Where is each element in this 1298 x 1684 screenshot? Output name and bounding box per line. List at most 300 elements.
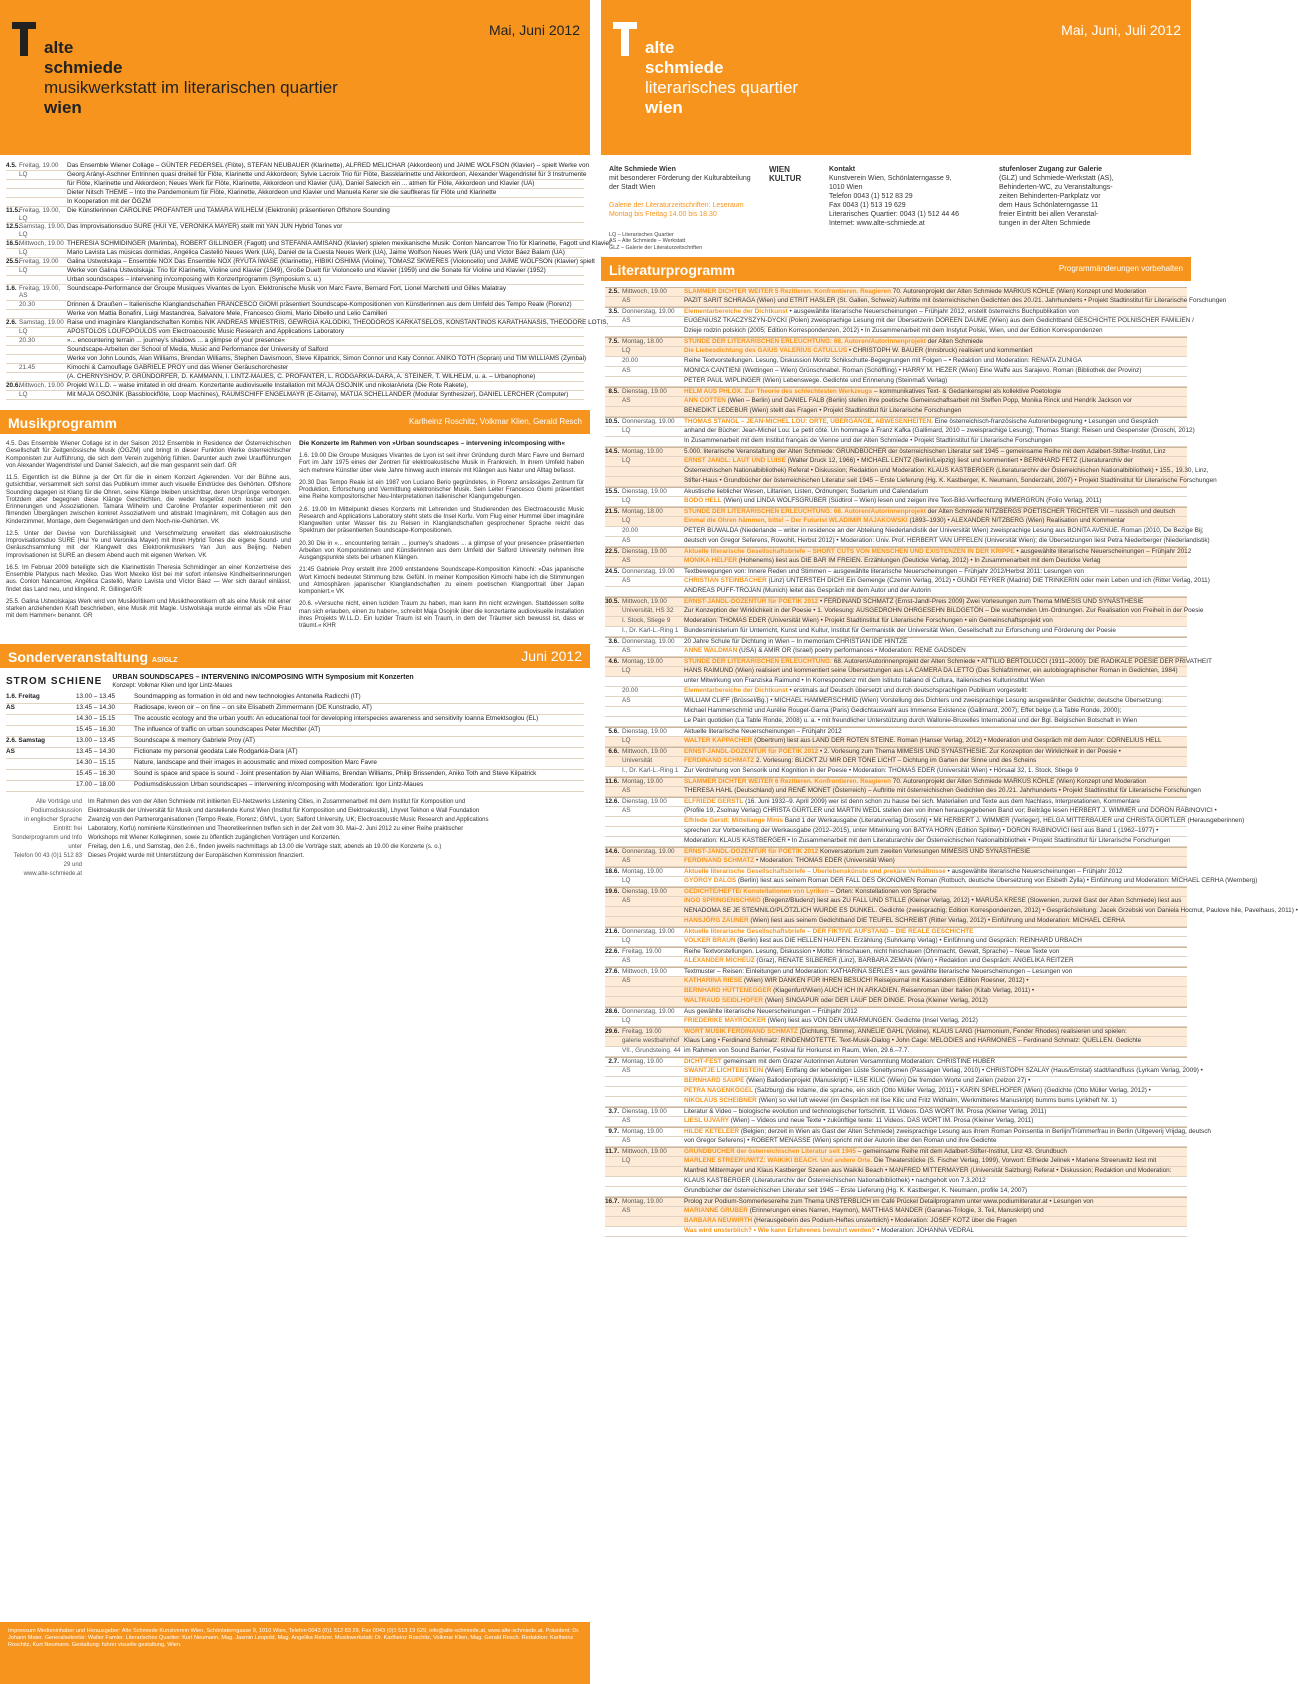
lit-time: AS <box>622 1137 631 1145</box>
schedule-text: Die Künstlerinnen CAROLINE PROFANTER und TAMARA WILHELM (Elektronik) präsentieren Offshore Sounding <box>67 207 390 214</box>
lit-date <box>605 347 622 356</box>
info-line: freier Eintritt bei allen Veranstal- <box>999 211 1099 218</box>
schedule-row <box>6 319 609 328</box>
lit-highlight: MARIANNE GRUBER <box>684 1207 748 1215</box>
lit-details: Grundbücher der österreichischen Literatur seit 1945 – Erste Lieferung (Hg. K. Kastberger, K. Neumann, profile 14, 2007) <box>684 1187 1028 1195</box>
lit-row <box>605 1087 1187 1097</box>
lit-details: (Erinnerungen eines Narren, Haymon), MATTHIAS MANDER (Garanas-Trilogie, 3. Teil, Manuskript) und <box>747 1207 1044 1215</box>
lit-date: 11.7. <box>605 1148 619 1156</box>
symposium-day <box>6 781 76 791</box>
lit-details: (Berlin) liest aus DIE HELLEN HAUFEN. Erzählung (Suhrkamp Verlag) • Einführung und Gespräch: REINHARD URBACH <box>735 937 1082 945</box>
lit-details: Klaus Lang • Ferdinand Schmatz: RINDENMOTETTE. Text-Musik-Dialog • John Cage: MELODIES and HARMONIES – Ferdinand Schmatz: QUELLEN. Gedichte <box>684 1037 1142 1045</box>
lit-details: Prolog zur Podium-Sommerlesereihe zum Thema UNSTERBLICH im Café Prückel Detailprogramm unter www.podiumliteratur.at • Lesungen von <box>684 1198 1094 1206</box>
lit-row <box>605 807 1217 817</box>
lit-date <box>605 957 622 966</box>
lit-time: Montag, 19.00 <box>622 448 663 456</box>
lit-details: (Wien – Berlin) und DANIEL FALB (Berlin) stellen ihre poetische Gemeinschaftsarbeit mit Steffen Popp, Monika Rinck und Hendrik Jackson vor <box>725 397 1132 405</box>
schedule-text: Raise und imaginäre Klanglandschaften Kombis NIK ANDREAS MNIESTRIS, GEWRGIA KALODIKI, THEODOROS KARKATSELOS, KONSTANTINOS KARATHANASIS, THEODORE LOTIS, <box>67 319 609 327</box>
lit-text <box>684 638 1187 646</box>
lit-row <box>605 367 1187 377</box>
lit-text <box>684 457 1187 466</box>
lit-row <box>605 537 1210 547</box>
lit-highlight: SWANTJE LICHTENSTEIN <box>684 1067 764 1075</box>
lit-details: (Wien) WIR DANKEN FÜR IHREN BESUCH! Reisejournal mit Kassandern (Edition Roesner, 2012) • <box>742 977 1029 985</box>
schedule-date: 16.5. <box>6 239 21 247</box>
lit-date <box>605 477 622 486</box>
lit-highlight: Was wird unsterblich? • Wie kann Erfahrenes bewahrt werden? <box>684 1227 876 1235</box>
right-header <box>601 0 1191 155</box>
lit-text <box>684 948 1187 956</box>
lit-row <box>605 397 1187 407</box>
lit-details: Bundesministerium für Unterricht, Kunst und Kultur, Institut für Germanistik der Universität Wien, Gesellschaft zur Erforschung und Förderung der Poesie <box>684 627 1116 635</box>
lit-row <box>605 1027 1187 1037</box>
symposium-row <box>6 759 584 770</box>
lit-time <box>622 1177 684 1186</box>
lit-text <box>684 617 1187 626</box>
lit-date <box>605 1137 622 1146</box>
lit-text <box>684 937 1187 946</box>
lit-date <box>605 737 622 746</box>
lit-date <box>605 1017 622 1026</box>
lit-time: Mittwoch, 19.00 <box>622 748 667 756</box>
lit-time: Mittwoch, 19.00 <box>622 1148 667 1156</box>
symposium-time: 14.30 – 15.15 <box>76 714 116 722</box>
lit-row <box>605 477 1217 487</box>
lit-date <box>605 517 622 526</box>
lit-time: Donnerstag, 19.00 <box>622 568 675 576</box>
lit-time <box>622 1227 684 1236</box>
lit-row <box>605 1057 1187 1067</box>
musik-paragraph: 12.5. Unter der Devise von Durchlässigkeit und Verschmelzung erweitert das elektroakustische Improvisationsduo SURE (Hui Ye und Veronika Mayer) mit ihren Hybrid Tones die eigene Sound- und Geräuschsammlung mit der Klangwelt des Elektronikmusikers Yan Jun aus Beijing. Neben Improvisationen ist SURE an diesem Abend auch mit eigenen Werken. VK <box>6 529 291 559</box>
lit-details: der Alten Schmiede NITZBERGS POETISCHER TRICHTER VII – russisch und deutsch <box>925 508 1176 516</box>
lit-highlight: DICHT-FEST <box>684 1058 722 1066</box>
lit-highlight: MARLENE STREERUWITZ: WAIKIKI BEACH. Und andere Orte. <box>684 1157 873 1165</box>
lit-details: 5.000. literarische Veranstaltung der Alten Schmiede: GRUNDBÜCHER der österreichischen Literatur seit 1945 – gemeinsame Reihe mit dem Adalbert-Stifter-Institut, Linz <box>684 448 1166 456</box>
lit-row <box>605 1167 1187 1177</box>
schedule-date: 1.6. <box>6 284 17 292</box>
lit-details: (Wien) und LINDA WOLFSGRUBER (Südtirol – Wien) lesen und zeigen ihre Text-Bild-Verflechtung IMMERGRÜN (Folio Verlag, 2011) <box>721 497 1102 505</box>
lit-highlight: HILDE KETELEER <box>684 1128 740 1136</box>
lit-time: Donnerstag, 19.00 <box>622 1008 675 1016</box>
lit-row <box>605 687 1187 697</box>
symposium-time: 17.00 – 18.00 <box>76 780 116 788</box>
schedule-text: Mit MAJA OSOJNIK (Bassblockflöte, Loop Machines), RAUMSCHIFF ENGELMAYR (E-Gitarre), MATIJA SCHELLANDER (Modular Synthesizer), DANIEL LERCHER (Computer) <box>67 391 569 399</box>
lit-text <box>684 1067 1203 1076</box>
lit-details: (Profile 19, Zsolnay Verlag) CHRISTA GÜRTLER und MARTIN WEDL stellen den von ihnen herausgegebenen Band vor; Beiträge lesen HERBERT J. WIMMER und DORON RABINOVICI • <box>684 807 1217 815</box>
logo-line-1: alte <box>44 38 74 57</box>
note-right-line: Freitag, den 1.6., und Samstag, den 2.6., finden jeweils nachmittags ab 13.00 die Vorträge statt, abends ab 19.00 die Konzerte (s. o.) <box>88 843 442 850</box>
lit-row <box>605 1157 1187 1167</box>
lit-text <box>684 1097 1187 1106</box>
lit-row <box>605 567 1187 577</box>
literature-schedule <box>601 287 1298 1237</box>
info-line: 1010 Wien <box>829 184 863 191</box>
lit-date <box>605 437 622 446</box>
lit-time: I., Dr. Karl-L.-Ring 1 <box>622 767 679 775</box>
lit-text <box>684 1037 1187 1046</box>
lit-row <box>605 887 1187 897</box>
lit-date <box>605 357 622 366</box>
symposium-day: 1.6. Freitag <box>6 692 40 700</box>
lit-text <box>684 717 1187 726</box>
lit-details: • erstmals auf Deutsch übersetzt und durch deutschsprachigen Publikum vorgestellt: <box>787 687 1028 695</box>
lit-text <box>684 778 1187 786</box>
lit-text <box>684 418 1187 426</box>
schedule-date <box>6 301 19 309</box>
lit-time: LQ <box>622 517 631 525</box>
lit-date <box>605 977 622 986</box>
lit-text <box>684 707 1187 716</box>
lit-text <box>684 1207 1187 1216</box>
lit-text <box>684 397 1187 406</box>
lit-text <box>684 748 1187 756</box>
lit-text <box>684 837 1187 846</box>
lit-highlight: CHRISTIAN STEINBACHER <box>684 577 767 585</box>
lit-text <box>684 517 1187 526</box>
lit-text <box>684 297 1226 306</box>
schedule-date <box>6 276 19 284</box>
lit-time: Dienstag, 19.00 <box>622 798 667 806</box>
lit-row <box>605 1017 1187 1027</box>
lit-details: Band 1 der Werkausgabe (Literaturverlag Droschl) • Mit HERBERT J. WIMMER (Verleger), HELGA MITTERBAUER und CHRISTA GÜRTLER (Herausgeberinnen) <box>783 817 1245 825</box>
lit-time: AS <box>622 957 631 965</box>
symposium-time: 14.30 – 15.15 <box>76 758 116 766</box>
schedule-time <box>19 373 67 381</box>
lit-highlight: Die Liebesdichtung des GAIUS VALERIUS CATULLUS <box>684 347 848 355</box>
schedule-row <box>6 189 584 198</box>
wien-kultur-logo: WIEN KULTUR <box>769 165 802 183</box>
lit-text <box>684 798 1187 806</box>
lit-time: I., Dr. Karl-L.-Ring 1 <box>622 627 679 635</box>
lit-row <box>605 307 1187 317</box>
schedule-time: Freitag, 19.00, LQ <box>19 207 61 222</box>
notes-right <box>88 798 584 879</box>
lit-time <box>622 1167 684 1176</box>
musik-column-2 <box>299 440 584 634</box>
left-header-date: Mai, Juni 2012 <box>488 22 580 38</box>
schedule-date <box>6 373 19 381</box>
lit-row <box>605 357 1187 367</box>
lit-details: 2. Vorlesung: BLICKT ZU MIR DER TÖNE LICHT – Dichtung im Garten der Sinne und des Scheins <box>754 757 1037 765</box>
schedule-date <box>6 346 19 354</box>
lit-details: (Wien) SINGAPUR oder DER LAUF DER DINGE. Prosa (Kleiner Verlag, 2012) <box>763 997 988 1005</box>
notes-left <box>6 798 82 879</box>
lit-details: 70. Autorenprojekt der Alten Schmiede MARKUS KÖHLE (Wien) Konzept und Moderation <box>891 778 1147 786</box>
lit-time: AS <box>622 397 631 405</box>
symposium-notes <box>0 792 590 879</box>
lit-highlight: ERNST-JANDL-DOZENTUR für POETIK 2012 <box>684 748 819 756</box>
lit-details: deutsch von Gregor Seferens, Rowohlt, Herbst 2012) • Moderation: Univ. Prof. HERBERT VAN UFFELEN (Universität Wien); die Übersetzungen liest Petra Niederberger (Niederlandistik) <box>684 537 1210 545</box>
lit-row <box>605 437 1187 447</box>
lit-time <box>622 907 684 916</box>
lit-text <box>684 427 1195 436</box>
schedule-text: Drinnen & Draußen – Italienische Klanglandschaften FRANCESCO GIOMI präsentiert Soundscape-Kompositionen von Künstlerinnen aus dem Umfeld des Tempo Reale (Florenz) <box>67 301 572 309</box>
lit-date <box>605 467 622 476</box>
info-line: der Stadt Wien <box>609 184 656 191</box>
logo-line-3: musikwerkstatt im literarischen quartier <box>44 78 338 97</box>
lit-details: sprechen zur Vorbereitung der Werkausgabe (2012–2015), unter Mitwirkung von BATYA HORN (Edition Splitter) • DORON RABINOVICI liest aus Band 1 (1962–1977) • <box>684 827 1159 835</box>
lit-text <box>684 827 1187 836</box>
lit-row <box>605 1187 1187 1197</box>
lit-row <box>605 657 1212 667</box>
logo-line-1-right: alte <box>645 38 675 57</box>
lit-row <box>605 587 1187 597</box>
lit-details: 70. Autorenprojekt der Alten Schmiede MARKUS KÖHLE (Wien) Konzept und Moderation <box>891 288 1147 296</box>
musik-paragraph: 21:45 Gabriele Proy erstellt ihre 2009 entstandene Soundscape-Komposition Kimochi: »Das japanische Wort Kimochi bedeutet Stimmung bzw. Gefühl. In meiner Komposition Kimochi habe ich die Stimmungen und Atmosphären japanischer Klanglandschaften zu einem poetischen Klangportrait über Japan komponiert.« VK <box>299 566 584 596</box>
legend-line: AS – Alte Schmiede – Werkstatt <box>609 238 686 245</box>
lit-row <box>605 837 1187 847</box>
lit-time <box>622 467 684 476</box>
lit-text <box>684 1117 1187 1126</box>
lit-text <box>684 857 1187 866</box>
musik-paragraph: 2.6. 19.00 Im Mittelpunkt dieses Konzerts mit Lehrenden und Studierenden des Electroacoustic Music Research and Applications Laboratory steht stets die Insel Korfu. Vom Flug einer Hummel über imaginäre Klangwelten unter Wasser bis zu Reisen in Klanglandschaften gesprochener Sprache reicht das Spektrum der präsentierten Soundscape-Kompositionen. <box>299 505 584 535</box>
lit-highlight: PETRA NAGENKÖGEL <box>684 1087 753 1095</box>
lit-details: Aus gewählte literarische Neuerscheinungen – Frühjahr 2012 <box>684 1008 858 1016</box>
lit-text <box>684 817 1244 826</box>
lit-text <box>684 728 1187 736</box>
lit-time: Montag, 19.00 <box>622 1198 663 1206</box>
lit-highlight: Aktuelle literarische Gesellschaftsbriefe – Überlebenskünste und prekäre Verhältnisse <box>684 868 946 876</box>
lit-details: Akustische lieblicher Wesen, Liltanien, Listen, Ordnungen; Sudarium und Calendarium <box>684 488 929 496</box>
lit-date <box>605 367 622 376</box>
lit-row <box>605 517 1187 527</box>
lit-details: • Moderation: THOMAS EDER (Universität Wien) <box>754 857 895 865</box>
lit-highlight: GRUNDBÜCHER der österreichischen Literatur seit 1945 <box>684 1148 856 1156</box>
schedule-text: Urban soundscapes – intervening in/composing with Konzertprogramm (Symposium s. u.) <box>67 275 321 283</box>
lit-date: 8.5. <box>608 388 619 396</box>
lit-highlight: GEDICHTE/HEFTE/ Konstellationen von Lyriken <box>684 888 829 896</box>
info-line: Montag bis Freitag 14.00 bis 18.30 <box>609 211 717 218</box>
info-line: Fax 0043 (1) 513 19 629 <box>829 202 906 209</box>
schedule-row <box>6 267 584 276</box>
lit-time <box>622 987 684 996</box>
lit-date <box>605 1157 622 1166</box>
lit-time <box>622 1097 684 1106</box>
lit-row <box>605 917 1187 927</box>
lit-date <box>605 297 622 306</box>
lit-details: Reihe Textvorstellungen. Lesung, Diskussion Moritz Schikschutte-Begegnungen mit Folgen – • Redaktion und Moderation: RENATA ZUNIGA <box>684 357 1082 365</box>
lit-text <box>684 1028 1187 1036</box>
lit-highlight: BERNHARD SAUPE <box>684 1077 745 1085</box>
imprint-footer: Impressum Medieninhaber und Herausgeber: Alte Schmiede Kunstverein Wien, Schönlaterngasse 9, 1010 Wien, Telefon 0043 (0)1 512 83 29, Fax 0043 (0)1 513 19 629, info@alte-schmiede.at, www.alte-schmiede.at. Präsident: Dr. Johann Maier. Generalsekretär: Walter Famler. Literarisches Quartier: Kurt Neumann, Mag. Jasmin Leopold, Mag. Angelika Reitzer. Musikwerkstatt: Dr. Karlheinz Roschitz, Volkmar Klien, Mag. Gerald Resch. Redaktion: Karlheinz Roschitz, Kurt Neumann. Gestaltung: fuhrer visuelle gestaltung, Wien. <box>0 1622 590 1684</box>
lit-details: (Graz), RENATE SILBERER (Linz), BARBARA ZEMAN (Wien) • Redaktion und Gespräch: ANGELIKA REITZER <box>754 957 1074 965</box>
schedule-text: »... encountering terrain ... journey's shadows ... a glimpse of your presence« <box>67 337 285 345</box>
lit-row <box>605 907 1298 917</box>
lit-text <box>684 997 1187 1006</box>
symposium-talk: Radiosape, kveon oir – on fine – on site Elisabeth Zimmermann (DE Kunstradio, AT) <box>134 703 372 711</box>
lit-details: Konversatorium zum zweiten Vorlesungen MIMESIS UND SYNÄSTHESIE <box>818 848 1031 856</box>
lit-time <box>622 1187 684 1196</box>
schedule-row <box>6 257 595 267</box>
lit-row <box>605 597 1187 607</box>
lit-details: In Zusammenarbeit mit dem Institut français de Vienne und der Alten Schmiede • Projekt Stadtinstitut für Literarische Forschungen <box>684 437 1053 445</box>
lit-row <box>605 867 1187 877</box>
lit-text <box>684 347 1187 356</box>
lit-highlight: Elfriede Gerstl: Mittellange Minis <box>684 817 784 825</box>
logo-line-2-right: schmiede <box>645 58 724 77</box>
schedule-time: LQ <box>19 328 28 336</box>
lit-details: der Alten Schmiede <box>925 338 984 346</box>
lit-details: (Wien) liest aus seinem Gedichtband DIE TEUFEL SCHREIBT (Ritter Verlag, 2012) • Einführung und Moderation: MICHAEL CERHA <box>748 917 1125 925</box>
lit-details: Österreichischen Nationalbibliothek) Referat • Diskussion; Redaktion und Moderation: KLAUS KASTBERGER (Literaturarchiv der Österreichischen Nationalbibliothek) • 155., 19.30, Linz, <box>684 467 1209 475</box>
info-access <box>999 165 1183 228</box>
lit-date <box>605 397 622 406</box>
lit-date: 30.5. <box>605 598 620 606</box>
info-contact <box>829 165 989 228</box>
logo-line-4-right: wien <box>645 98 683 117</box>
symposium-day <box>6 759 76 769</box>
schedule-time <box>19 310 67 318</box>
schedule-time: LQ <box>19 266 28 274</box>
lit-row <box>605 617 1187 627</box>
lit-highlight: SLAMMER DICHTER WEITER 6 Rezitieren. Konfrontieren. Reagieren <box>684 778 892 786</box>
lit-text <box>684 907 1298 916</box>
lit-row <box>605 1097 1187 1107</box>
lit-text <box>684 488 1187 496</box>
lit-time <box>622 707 684 716</box>
lit-row <box>605 377 1187 387</box>
lit-date <box>605 577 622 586</box>
lit-row <box>605 817 1245 827</box>
lit-row <box>605 417 1187 427</box>
lit-time <box>622 407 684 416</box>
symposium-talk: Nature, landscape and their images in acousmatic and mixed composition Marc Favre <box>134 758 377 766</box>
lit-time: AS <box>622 857 631 865</box>
lit-time: Montag, 19.00 <box>622 1128 663 1136</box>
schedule-time: Samstag, 19.00 <box>19 319 64 327</box>
schedule-row <box>6 328 584 337</box>
lit-text <box>684 548 1191 556</box>
lit-details: Michael Hammerschmid und Aurélie Rouget-Garna (Paris) Gedichtauswahl aus Immense Existence (Gallimard, 2007); Effet belge (La Table Ronde, 2000); <box>684 707 1122 715</box>
lit-details: im Rahmen von Sound Barrier, Festival für Horkunst im Raum, Wien, 29.6.–7.7. <box>684 1047 910 1055</box>
lit-text <box>684 497 1187 506</box>
lit-text <box>684 477 1217 486</box>
schedule-date <box>6 249 19 257</box>
lit-time: AS <box>622 787 631 795</box>
symposium-schedule <box>6 693 584 792</box>
logo-t-stem <box>20 22 28 56</box>
symposium-talk: Podiumsdiskussion Urban soundscapes – intervening in/composing with Moderation: Igor Lintz-Maues <box>134 780 424 788</box>
lit-text <box>684 968 1187 976</box>
lit-date <box>605 407 622 416</box>
musik-paragraph: 20.30 Die in »... encountering terrain ... journey's shadows ... a glimpse of your presence« präsentierten Arbeiten von Komponistinnen und Künstlerinnen aus dem Umfeld der Salford University nehmen ihre Ausgangspunkte stets bei urbanen Klängen. <box>299 539 584 562</box>
lit-text <box>684 1157 1187 1166</box>
lit-row <box>605 1107 1187 1117</box>
lit-row <box>605 457 1187 467</box>
lit-date: 28.6. <box>605 1008 620 1016</box>
lit-details: ANDREAS PUFF-TROJAN (Munich) leitet das Gespräch mit dem Autor und der Autorin <box>684 587 931 595</box>
lit-details: BENEDIKT LEDEBUR (Wien) stellt das Fragen • Projekt Stadtinstitut für Literarische Forschungen <box>684 407 962 415</box>
lit-date <box>605 1047 622 1056</box>
lit-time: Montag, 19.00 <box>622 1058 663 1066</box>
lit-text <box>684 1017 1187 1026</box>
lit-row <box>605 717 1187 727</box>
musik-paragraph: 1.6. 19.00 Die Groupe Musiques Vivantes de Lyon ist seit ihrer Gründung durch Marc Favre und Bernard Fort im Jahr 1975 eines der Zentren für elektroakustische Musik in Frankreich. In ihrem Umfeld haben sich mehrere Künstler über viele Jahre hinweg auch intensiv mit Klängen aus Natur und Alltag befasst. <box>299 452 584 474</box>
lit-row <box>605 607 1204 617</box>
lit-date <box>605 607 622 616</box>
lit-details: (Herausgeberin des Podium-Heftes unsterblich) • Moderation: JOSEF KOTZ über die Fragen <box>752 1217 1017 1225</box>
lit-time: Dienstag, 19.00 <box>622 888 667 896</box>
lit-text <box>684 467 1209 476</box>
lit-text <box>684 667 1187 676</box>
lit-text <box>684 1077 1187 1086</box>
lit-details: Stifter-Haus • Grundbücher der österreichischen Literatur seit 1945 – Erste Lieferung (Hg. K. Kastberger, K. Neumann, Sonderzahl, 2007) • Projekt Stadtinstitut für Literarische Forschungen <box>684 477 1217 485</box>
schedule-row <box>6 391 584 400</box>
schedule-date <box>6 391 19 399</box>
lit-date: 14.5. <box>605 448 620 456</box>
lit-text <box>684 607 1203 616</box>
note-right-line: Laboratory, Korfu) nominierte Künstlerinnen und Theoretikerinnen treffen sich in der Zeit vom 30. Mai–2. Juni 2012 zu einer Reihe praktischer <box>88 825 464 832</box>
schedule-time <box>19 346 67 354</box>
lit-text <box>684 577 1210 586</box>
schedule-row <box>6 162 590 171</box>
lit-details: von Gregor Seferens) • ROBERT MENASSE (Wien) spricht mit der Autorin über den Roman und ihre Gedichte <box>684 1137 997 1145</box>
lit-details: • ausgewählte literarische Neuerscheinungen – Frühjahr 2012 <box>945 868 1123 876</box>
lit-details: Textmuster – Reisen: Einleitungen und Moderation: KATHARINA SERLES • aus gewählte literarische Neuerscheinungen – Lesungen von <box>684 968 1073 976</box>
lit-details: – kommunikatives Text- & Gedankenspiel als kollektive Poetologie <box>872 388 1062 396</box>
schedule-text: Galina Ustwolskaja – Ensemble NOX Das Ensemble NOX (RYUTA IWASE (Klarinette), HIBIKI OSHIMA (Violine), TOMASZ SKWERES (Violoncello) und JAIME WOLFSON (Klavier) spielt <box>67 257 595 265</box>
lit-details: Textbewegungen von: Innere Reden und Stimmen – ausgewählte literarische Neuerscheinungen – Frühjahr 2012/Herbst 2011: Lesungen von <box>684 568 1084 576</box>
lit-date <box>605 827 622 836</box>
lit-row <box>605 927 1187 937</box>
lit-row <box>605 467 1209 477</box>
lit-text <box>684 658 1212 666</box>
lit-time <box>622 717 684 726</box>
lit-highlight: NIKOLAUS SCHEIBNER <box>684 1097 757 1105</box>
lit-time: Dienstag, 19.00 <box>622 548 667 556</box>
lit-date <box>605 687 622 696</box>
lit-text <box>684 1087 1187 1096</box>
schedule-date <box>6 198 19 206</box>
lit-time: LQ <box>622 1017 631 1025</box>
symposium-time: 13.45 – 14.30 <box>76 747 116 755</box>
lit-details: (Dichtung, Stimme), ANNELIE GAHL (Violine), KLAUS LANG (Harmonium, Fender Rhodes) realisieren und spielen: <box>797 1028 1127 1036</box>
schedule-date: 11.5. <box>6 207 20 214</box>
lit-date <box>605 937 622 946</box>
symposium-row <box>6 781 584 792</box>
lit-time <box>622 587 684 596</box>
lit-details: • ausgewählte literarische Neuerscheinungen – Frühjahr 2012, erstellt österreichs Buchpublikation von <box>787 308 1079 316</box>
lit-date <box>605 1207 622 1216</box>
lit-date <box>605 757 622 766</box>
musik-paragraph: 20.6. »Versuche nicht, einen luziden Traum zu haben, man kann ihn nicht erzwingen. Stattdessen sollte man sich erlauben, einen zu haben«, schreibt Maja Osojnik über die konzertante audiovisuelle Installation ihres Projekts W.I.L.D. Ein luzider Traum ist ein Traum, in dem der Träumer sich bewusst ist, dass er träumt.« KHR <box>299 600 584 630</box>
schedule-row <box>6 337 584 346</box>
musik-band <box>0 410 590 434</box>
lit-row <box>605 487 1187 497</box>
lit-date <box>605 1077 622 1086</box>
schedule-date <box>6 355 19 363</box>
info-line: tungen in der Alten Schmiede <box>999 220 1091 227</box>
lit-row <box>605 547 1192 557</box>
lit-details: (Hohenems) liest aus DIE BAR IM FREIEN. Erzählungen (Deuticke Verlag, 2012) • In Zusammenarbeit mit dem Deuticke Verlag <box>737 557 1101 565</box>
lit-time: LQ <box>622 877 631 885</box>
lit-date <box>605 617 622 626</box>
lit-time <box>622 1087 684 1096</box>
lit-row <box>605 297 1227 307</box>
note-right-line: Elektroakustik der Universität für Musik und darstellende Kunst Wien (Institut für Komposition und Elektroakustik), Lhyvet Tekhon e Wall Foundation <box>88 807 480 814</box>
lit-row <box>605 577 1210 587</box>
lit-details: (16. Juni 1932–9. April 2009) wer ist denn schon zu hause bei sich. Materialien und Texte aus dem Nachlass, Interpretationen, Kommentare <box>743 798 1140 806</box>
lit-row <box>605 647 1187 657</box>
lit-date: 27.6. <box>605 968 620 976</box>
lit-row <box>605 977 1187 987</box>
lit-details: gemeinsam mit dem Grazer Autorinnen Autoren Versammlung Moderation: CHRISTINE HUBER <box>721 1058 996 1066</box>
schedule-time: Samstag, 19.00, LQ <box>19 223 66 239</box>
schedule-time: 21.45 <box>19 364 35 372</box>
lit-date: 21.6. <box>605 928 620 936</box>
schedule-row <box>6 239 613 249</box>
musik-title: Musikprogramm <box>8 415 117 432</box>
